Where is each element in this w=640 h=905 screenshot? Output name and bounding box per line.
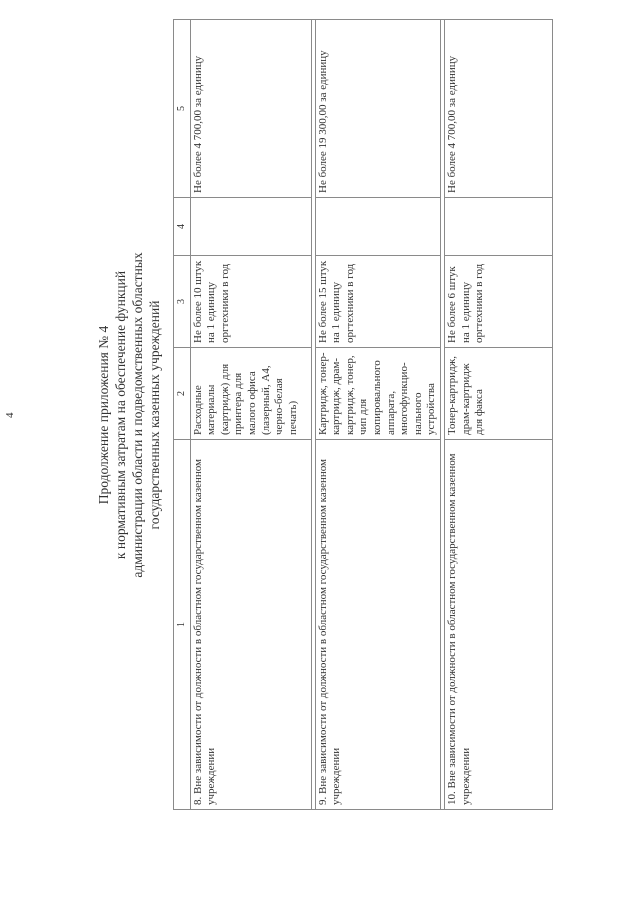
cell-col5: Не более 19 300,00 за единицу [315,20,440,198]
cell-col3: Не более 15 штук на 1 единицу оргтехники в год [315,256,440,348]
rotated-content [95,20,565,810]
header-cell: 5 [174,20,191,198]
header-cell: 3 [174,256,191,348]
page-number: 4 [4,412,16,418]
appendix-heading [95,20,163,810]
header-cell: 2 [174,348,191,440]
cell-col2: Тонер-картридж, драм-картридж для факса [444,348,552,440]
cell-col1: 10. Вне зависимости от должности в областном государственном казенном учреждении [444,440,552,810]
cell-col5: Не более 4 700,00 за единицу [444,20,552,198]
cell-col2: Картридж, тонер-картридж, драм-картридж, тонер, чип для копировального аппарата, многофункцио-нального устройства [315,348,440,440]
cell-col5: Не более 4 700,00 за единицу [190,20,311,198]
heading-line2: к нормативным затратам на обеспечение функций [113,270,128,560]
cell-col2: Расходные материалы (картридж) для принтера для малого офиса (лазерный, А4, черно-белая печать) [190,348,311,440]
cell-col3: Не более 10 штук на 1 единицу оргтехники в год [190,256,311,348]
header-cell: 4 [174,198,191,256]
cell-col3: Не более 6 штук на 1 единицу оргтехники в год [444,256,552,348]
heading-line4: государственных казенных учреждений [147,300,162,530]
cell-col4 [315,198,440,256]
heading-line3: администрации области и подведомственных областных [130,252,145,578]
cell-col1: 9. Вне зависимости от должности в областном государственном казенном учреждении [315,440,440,810]
table-row [315,20,440,810]
cell-col1: 8. Вне зависимости от должности в областном государственном казенном учреждении [190,440,311,810]
table-row [444,20,552,810]
header-cell: 1 [174,440,191,810]
table-header-row [174,20,191,810]
cell-col4 [190,198,311,256]
table-row [190,20,311,810]
norms-table [173,19,553,810]
cell-col4 [444,198,552,256]
heading-line1: Продолжение приложения № 4 [96,325,111,505]
